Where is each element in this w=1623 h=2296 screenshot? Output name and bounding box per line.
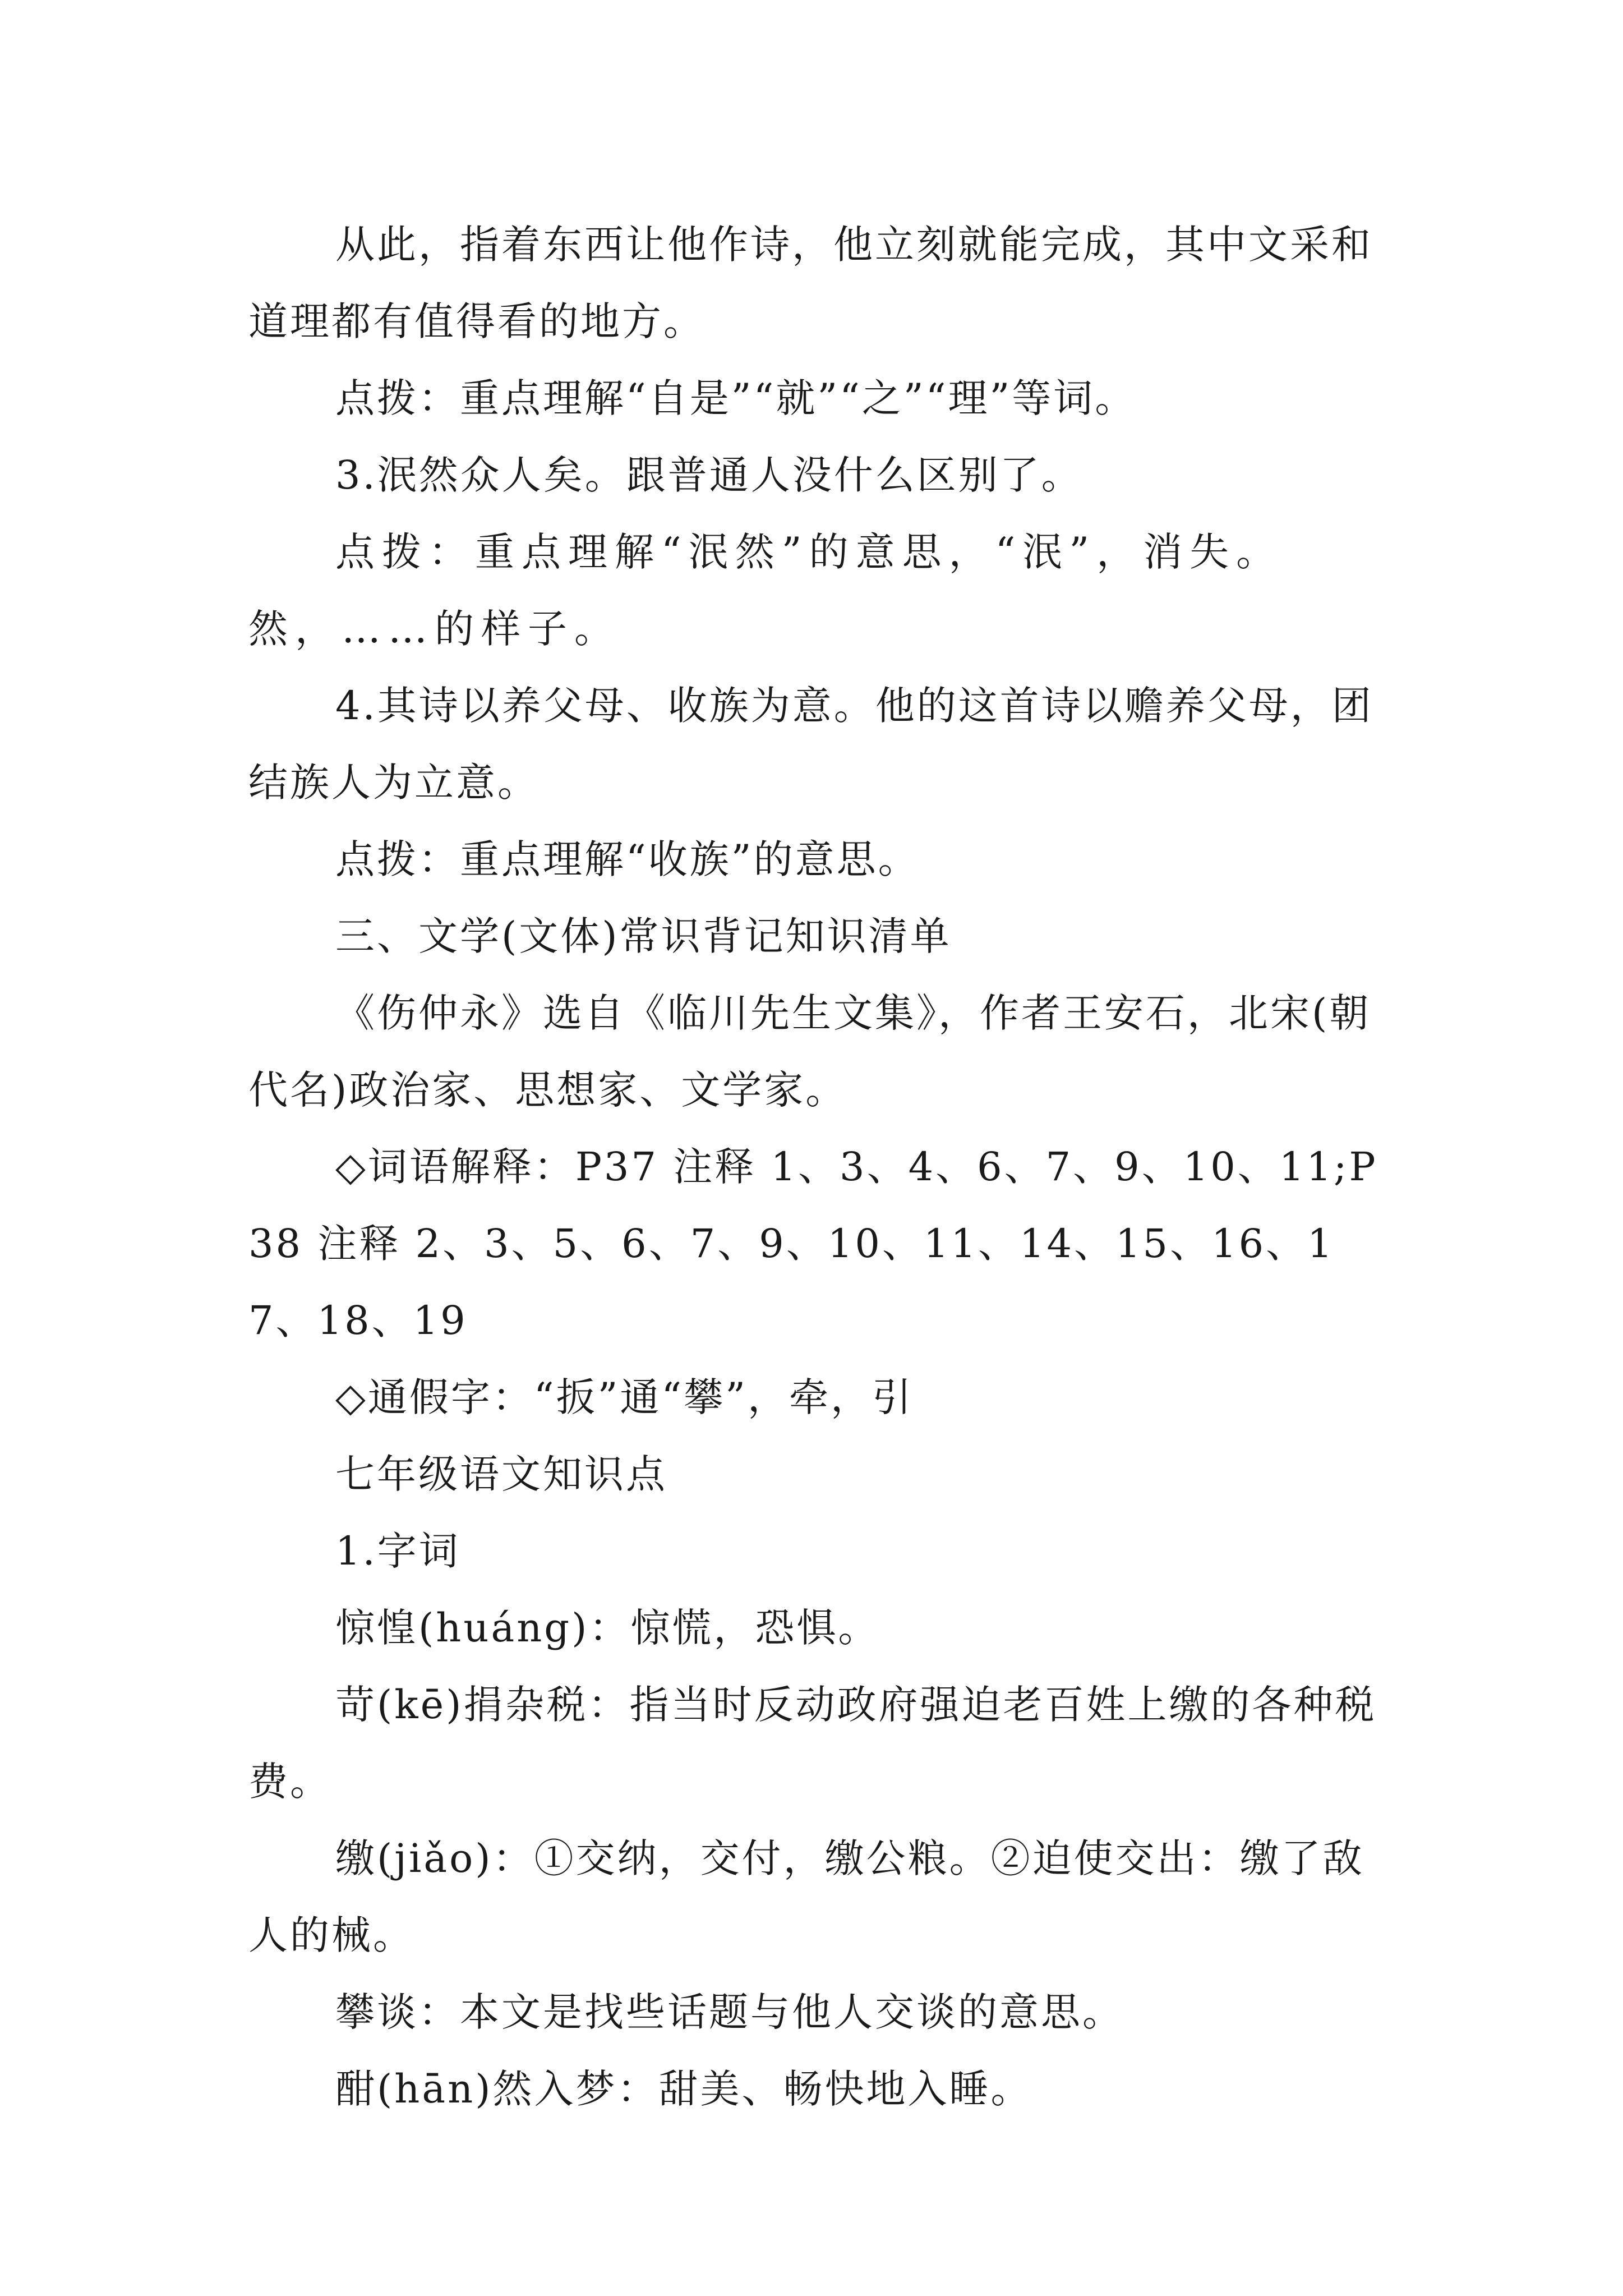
section-heading-literature: 三、文学(文体)常识背记知识清单 xyxy=(335,913,952,959)
subheading-vocabulary: 1.字词 xyxy=(335,1528,460,1574)
vocab-item-pantan: 攀谈：本文是找些话题与他人交谈的意思。 xyxy=(335,1989,1124,2035)
vocab-item-jinghuang: 惊惶(huáng)：惊慌，恐惧。 xyxy=(335,1605,880,1651)
paragraph-translation: 从此，指着东西让他作诗，他立刻就能完成，其中文采和道理都有值得看的地方。 xyxy=(248,222,1373,344)
paragraph-word-notes: ◇词语解释：P37 注释 1、3、4、6、7、9、10、11;P38 注释 2、3、5、6、7、9、10、11、14、15、16、17、18、19 xyxy=(248,1144,1378,1343)
paragraph-hint-2: 点拨：重点理解“泯然”的意思，“泯”，消失。然，……的样子。 xyxy=(248,529,1283,652)
paragraph-hint-3: 点拨：重点理解“收族”的意思。 xyxy=(335,836,920,882)
vocab-item-jiao: 缴(jiǎo)：①交纳，交付，缴公粮。②迫使交出：缴了敌人的械。 xyxy=(248,1835,1364,1958)
document-body xyxy=(248,206,1390,2128)
section-heading-grade7: 七年级语文知识点 xyxy=(335,1451,667,1497)
vocab-item-kejuan: 苛(kē)捐杂税：指当时反动政府强迫老百姓上缴的各种税费。 xyxy=(248,1682,1377,1805)
vocab-item-hanran: 酣(hān)然入梦：甜美、畅快地入睡。 xyxy=(335,2066,1032,2112)
paragraph-source: 《伤仲永》选自《临川先生文集》，作者王安石，北宋(朝代名)政治家、思想家、文学家。 xyxy=(248,990,1371,1113)
paragraph-item-3: 3.泯然众人矣。跟普通人没什么区别了。 xyxy=(335,452,1083,498)
paragraph-tongjia: ◇通假字：“扳”通“攀”，牵，引 xyxy=(335,1374,914,1420)
paragraph-item-4: 4.其诗以养父母、收族为意。他的这首诗以赡养父母，团结族人为立意。 xyxy=(248,683,1373,806)
paragraph-hint-1: 点拨：重点理解“自是”“就”“之”“理”等词。 xyxy=(335,375,1137,421)
